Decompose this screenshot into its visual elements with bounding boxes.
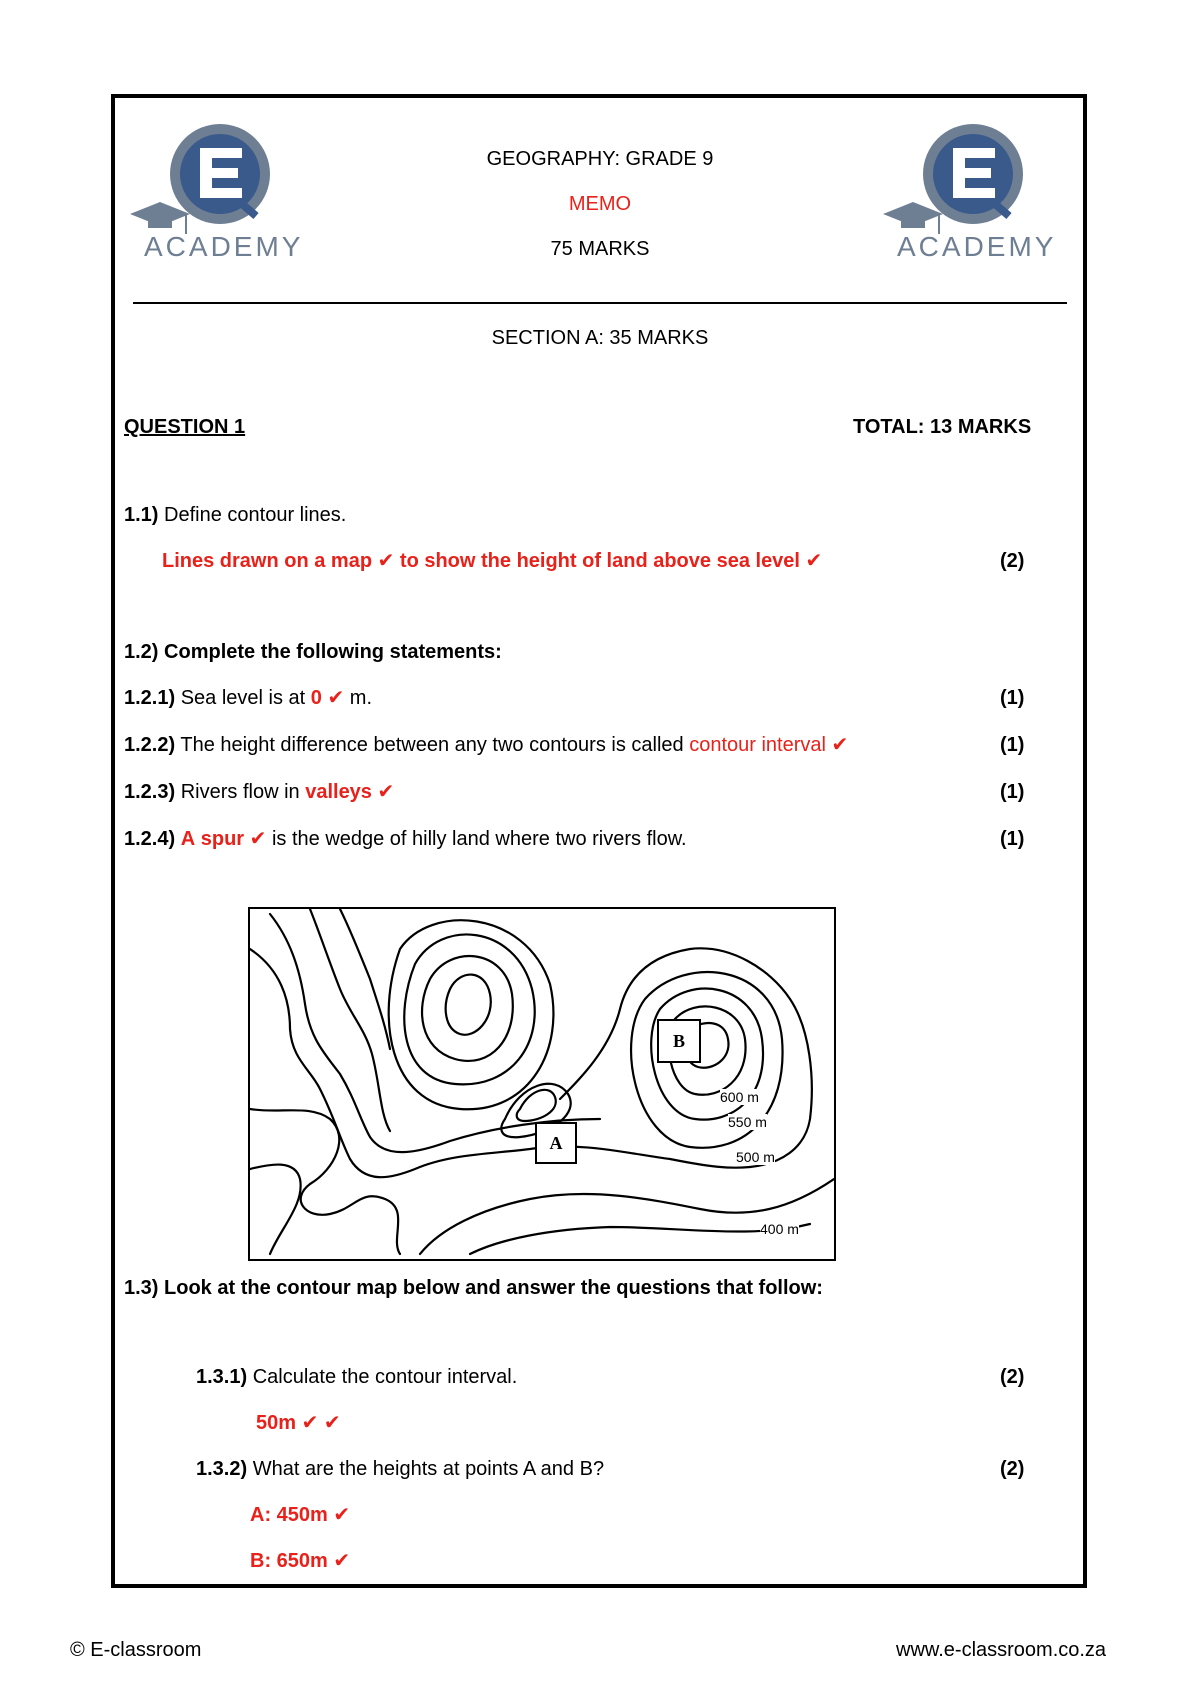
q1-2-1-after: m. <box>349 687 373 709</box>
q1-2-4-after: is the wedge of hilly land where two rivers flow. <box>271 828 687 850</box>
memo-label: MEMO <box>568 193 632 215</box>
q1-2-3-line <box>124 779 394 805</box>
q1-2-4-marks: (1) <box>1000 828 1025 850</box>
document-title: GEOGRAPHY: GRADE 9 <box>486 148 714 170</box>
q1-3-1-label: 1.3.1) <box>196 1366 248 1388</box>
q1-1-answer: Lines drawn on a map ✔ to show the height of land above sea level ✔ <box>162 550 823 572</box>
academy-logo-right <box>883 118 1063 268</box>
section-title: SECTION A: 35 MARKS <box>491 327 709 349</box>
q1-2-1-before: Sea level is at <box>180 687 306 709</box>
q1-1-marks: (2) <box>1000 550 1025 572</box>
question-total: TOTAL: 13 MARKS <box>853 416 1032 438</box>
q1-3-1-line <box>196 1364 517 1390</box>
q1-3-line <box>124 1275 823 1301</box>
q1-3-1-text: Calculate the contour interval. <box>252 1366 518 1388</box>
q1-3-label: 1.3) <box>124 1277 159 1299</box>
q1-3-2-answer-b: B: 650m ✔ <box>250 1550 351 1572</box>
q1-1-line <box>124 502 346 528</box>
academy-logo-left <box>130 118 310 268</box>
q1-2-4-label: 1.2.4) <box>124 828 176 850</box>
q1-2-3-marks: (1) <box>1000 781 1025 803</box>
contour-map <box>248 907 836 1261</box>
point-a-box: A <box>535 1122 577 1164</box>
q1-2-3-answer: valleys ✔ <box>305 781 395 803</box>
q1-2-2-before: The height difference between any two contours is called <box>180 734 684 756</box>
q1-2-1-marks: (1) <box>1000 687 1025 709</box>
q1-3-1-answer: 50m ✔ ✔ <box>256 1412 341 1434</box>
q1-3-2-marks: (2) <box>1000 1458 1025 1480</box>
contour-label-500: 500 m <box>736 1149 775 1165</box>
q1-2-2-label: 1.2.2) <box>124 734 176 756</box>
q1-3-text: Look at the contour map below and answer the questions that follow: <box>164 1277 823 1299</box>
footer-copyright: © E-classroom <box>70 1639 202 1661</box>
contour-label-600: 600 m <box>720 1089 759 1105</box>
q1-2-2-line <box>124 732 848 758</box>
q1-2-4-answer: spur ✔ <box>200 828 267 850</box>
q1-3-2-label: 1.3.2) <box>196 1458 248 1480</box>
q1-2-1-label: 1.2.1) <box>124 687 176 709</box>
logo-text-left: ACADEMY <box>144 231 304 262</box>
q1-3-2-answer-a: A: 450m ✔ <box>250 1504 351 1526</box>
contour-label-550: 550 m <box>728 1114 767 1130</box>
q1-2-2-marks: (1) <box>1000 734 1025 756</box>
footer-website[interactable]: www.e-classroom.co.za <box>896 1639 1107 1661</box>
q1-2-label: 1.2) <box>124 641 159 663</box>
q1-3-2-text: What are the heights at points A and B? <box>252 1458 605 1480</box>
q1-2-3-before: Rivers flow in <box>180 781 300 803</box>
q1-2-4-line <box>124 826 687 852</box>
total-marks: 75 MARKS <box>550 238 650 260</box>
q1-3-1-marks: (2) <box>1000 1366 1025 1388</box>
q1-2-3-label: 1.2.3) <box>124 781 176 803</box>
header-divider <box>133 302 1067 304</box>
question-heading: QUESTION 1 <box>124 416 246 438</box>
q1-2-1-answer: 0 ✔ <box>310 687 345 709</box>
q1-2-2-answer: contour interval ✔ <box>689 734 849 756</box>
q1-2-text: Complete the following statements: <box>164 641 502 663</box>
q1-1-text: Define contour lines. <box>164 504 347 526</box>
contour-label-400: 400 m <box>760 1221 799 1237</box>
q1-1-label: 1.1) <box>124 504 159 526</box>
q1-2-1-line <box>124 685 372 711</box>
logo-text-right: ACADEMY <box>897 231 1057 262</box>
q1-2-line <box>124 639 502 665</box>
point-b-box: B <box>657 1019 701 1063</box>
q1-2-4-before: A <box>180 828 196 850</box>
q1-3-2-line <box>196 1456 604 1482</box>
